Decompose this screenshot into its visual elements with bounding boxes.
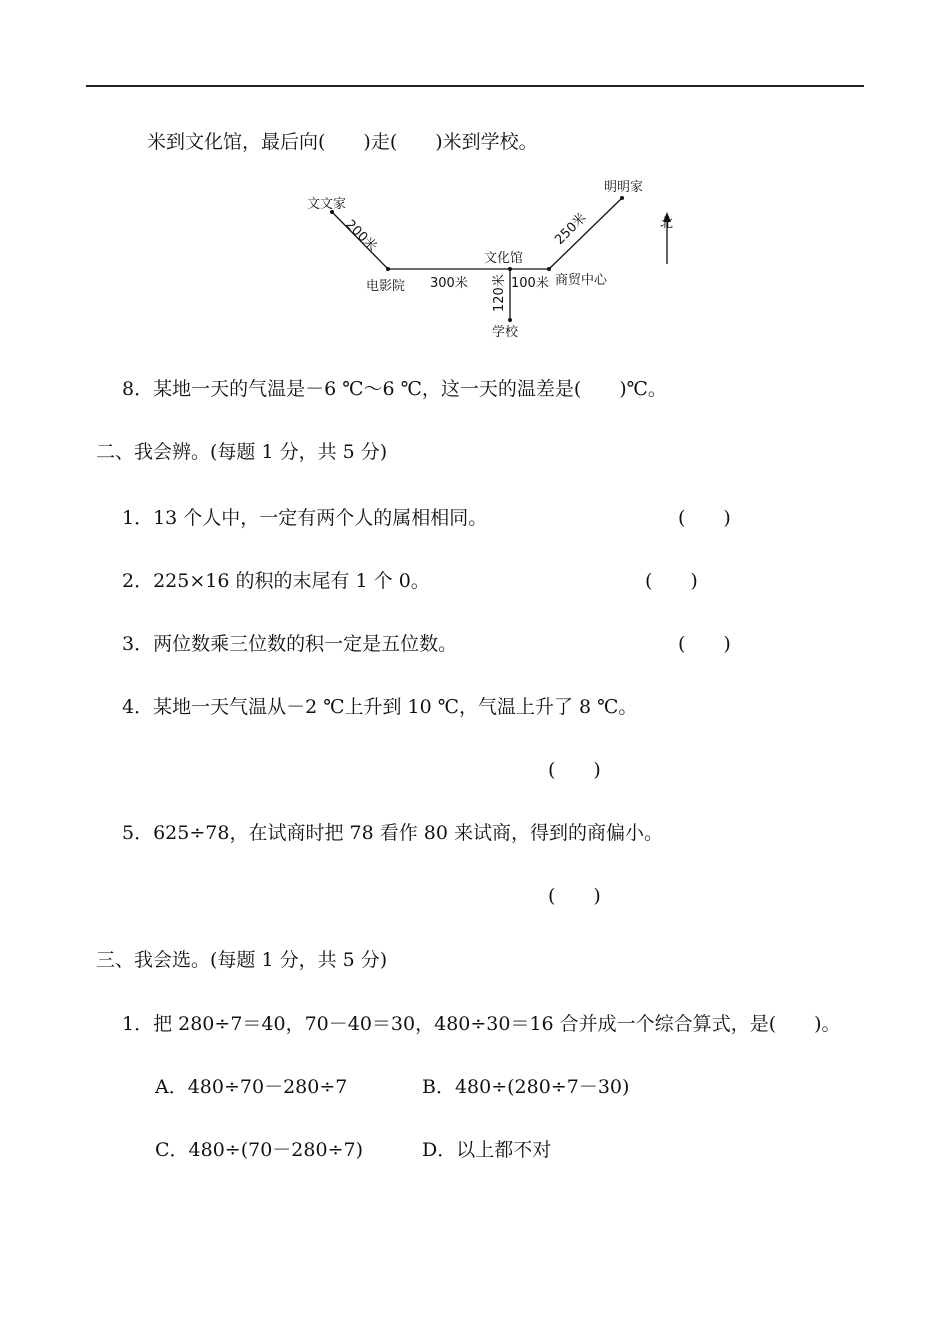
answer-box-1[interactable]: ( ): [678, 507, 731, 529]
judge-item-2: 2．225×16 的积的末尾有 1 个 0。: [122, 570, 430, 592]
north-label: 北: [660, 216, 674, 231]
option-d[interactable]: D．以上都不对: [422, 1139, 552, 1161]
answer-box-4[interactable]: ( ): [548, 759, 601, 781]
section-2-title: 二、我会辨。(每题 1 分，共 5 分): [96, 441, 388, 463]
header-rule: [86, 85, 864, 87]
option-b[interactable]: B．480÷(280÷7－30): [422, 1076, 630, 1098]
question-8: 8．某地一天的气温是－6 ℃～6 ℃，这一天的温差是( )℃。: [122, 378, 667, 400]
option-a[interactable]: A．480÷70－280÷7: [155, 1076, 348, 1098]
judge-item-5: 5．625÷78，在试商时把 78 看作 80 来试商，得到的商偏小。: [122, 822, 663, 844]
place-trade-center: 商贸中心: [555, 273, 608, 288]
choice-question-1: 1．把 280÷7＝40，70－40＝30，480÷30＝16 合并成一个综合算式，是( )。: [122, 1013, 841, 1035]
distance-300: 300米: [430, 276, 468, 291]
distance-250: 250米: [552, 210, 590, 248]
place-school: 学校: [492, 325, 519, 340]
place-culture-hall: 文化馆: [484, 251, 524, 266]
place-mingming-home: 明明家: [604, 180, 644, 195]
judge-item-1: 1．13 个人中，一定有两个人的属相相同。: [122, 507, 488, 529]
answer-box-5[interactable]: ( ): [548, 885, 601, 907]
distance-200: 200米: [342, 217, 380, 255]
route-map: [300, 172, 674, 347]
place-wenwen-home: 文文家: [307, 197, 347, 212]
answer-box-3[interactable]: ( ): [678, 633, 731, 655]
place-cinema: 电影院: [366, 279, 406, 294]
distance-120: 120米: [492, 274, 507, 312]
q7-continuation: 米到文化馆，最后向( )走( )米到学校。: [147, 131, 538, 153]
judge-item-4: 4．某地一天气温从－2 ℃上升到 10 ℃，气温上升了 8 ℃。: [122, 696, 638, 718]
section-3-title: 三、我会选。(每题 1 分，共 5 分): [96, 949, 388, 971]
distance-100: 100米: [511, 276, 549, 291]
judge-item-3: 3．两位数乘三位数的积一定是五位数。: [122, 633, 458, 655]
answer-box-2[interactable]: ( ): [645, 570, 698, 592]
option-c[interactable]: C．480÷(70－280÷7): [155, 1139, 363, 1161]
